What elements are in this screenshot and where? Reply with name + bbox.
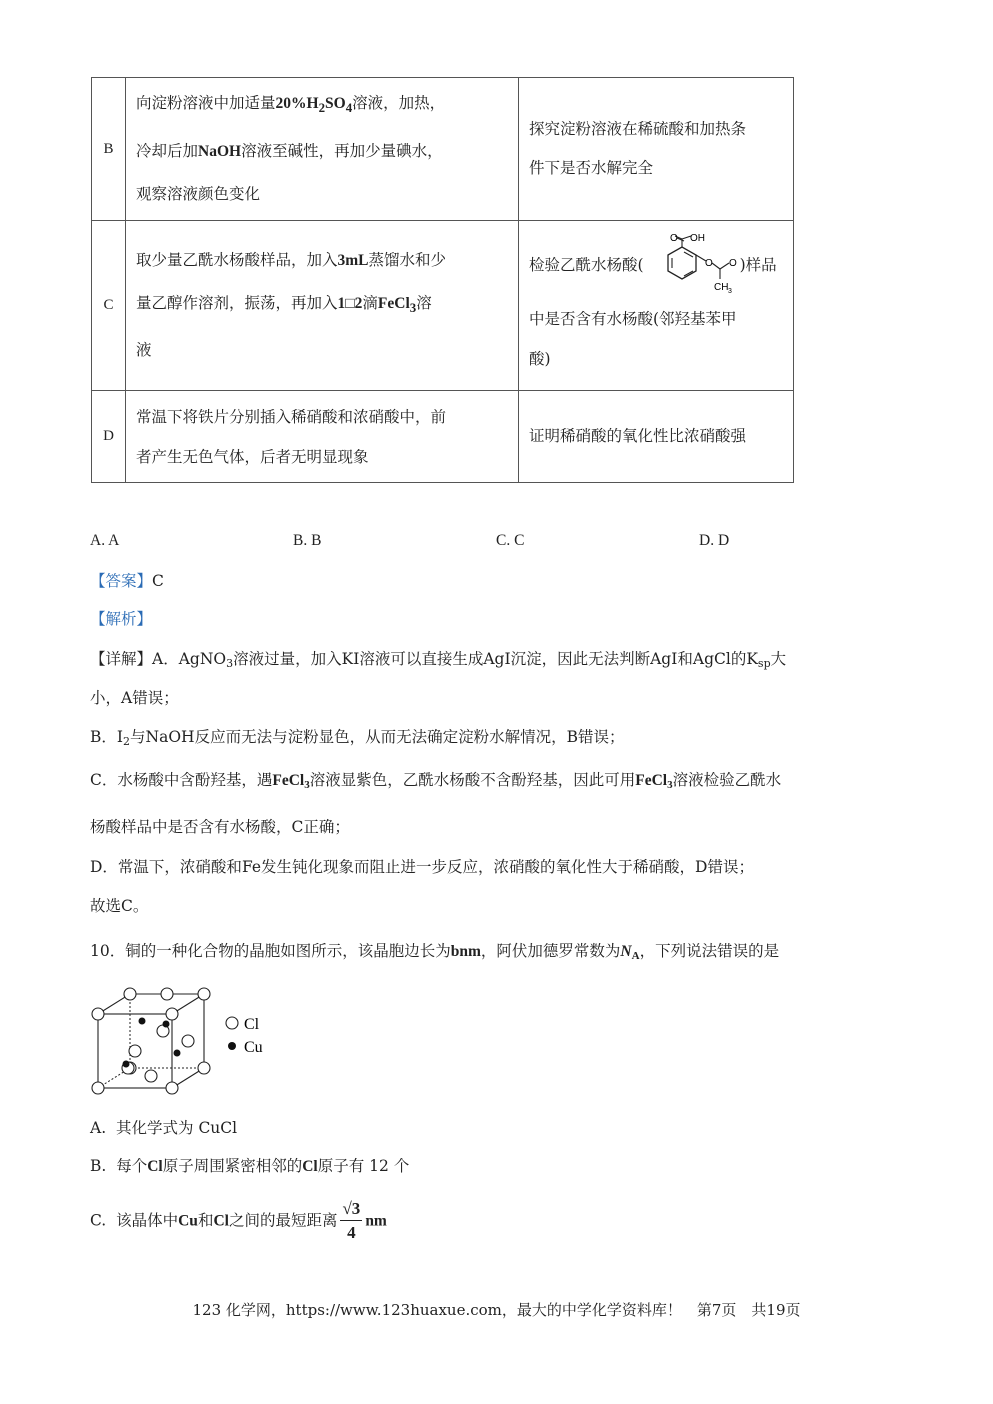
experiment-table	[91, 77, 794, 483]
svg-text:3: 3	[727, 287, 732, 295]
q10-choice-b: B. 每个Cl原子周围紧密相邻的Cl原子有 12 个	[90, 1157, 410, 1175]
crystal-cell-diagram	[88, 986, 288, 1098]
detail-line-1: 【详解】A．AgNO$_3$溶液过量，加入KI溶液可以直接生成AgI沉淀，因此无法判断AgI和AgCl的$K_{sp}$大	[90, 650, 787, 670]
answer-line	[90, 569, 164, 591]
answer-tag: 【答案】	[90, 572, 153, 590]
purpose-cell: 证明稀硝酸的氧化性比浓硝酸强	[519, 391, 794, 483]
acetylsalicylic-acid-structure-icon	[644, 233, 740, 299]
table-row	[92, 78, 794, 221]
table-row	[92, 221, 794, 391]
analysis-line	[90, 607, 152, 629]
purpose-cell: 探究淀粉溶液在稀硫酸和加热条 件下是否水解完全	[519, 78, 794, 221]
row-label: B	[92, 78, 126, 221]
operation-cell: 取少量乙酰水杨酸样品，加入3mL蒸馏水和少 量乙醇作溶剂，振荡，再加入1□2滴FeCl$_3$溶 液	[126, 221, 519, 391]
operation-cell: 常温下将铁片分别插入稀硝酸和浓硝酸中，前 者产生无色气体，后者无明显现象	[126, 391, 519, 483]
operation-cell: 向淀粉溶液中加适量$20\%H_2SO_4$溶液，加热， 冷却后加NaOH溶液至碱性，再加少量碘水， 观察溶液颜色变化	[126, 78, 519, 221]
row-label: C	[92, 221, 126, 391]
detail-line-2: 小，A错误；	[90, 689, 179, 707]
option-c: C. C	[496, 532, 525, 549]
svg-text:O: O	[669, 232, 678, 244]
option-d: D. D	[699, 532, 730, 549]
option-a: A. A	[90, 532, 120, 549]
q10-choice-c: C. 该晶体中Cu和Cl之间的最短距离 $\frac{√3}{4}$ nm	[90, 1198, 387, 1245]
svg-text:CH: CH	[713, 281, 729, 293]
answer-value: C	[152, 572, 164, 590]
option-b: B. B	[293, 532, 322, 549]
sqrt3-over-4-fraction: $\frac{√3}{4}$	[342, 1199, 361, 1242]
table-row	[92, 391, 794, 483]
svg-text:O: O	[728, 257, 737, 269]
legend-cu-symbol	[228, 1042, 236, 1050]
row-label: D	[92, 391, 126, 483]
page-footer: 123 化学网，https://www.123huaxue.com，最大的中学化学资料库！ 第7页 共19页	[192, 1301, 801, 1319]
detail-line-7: 故选C。	[90, 897, 149, 915]
svg-text:O: O	[704, 257, 713, 269]
analysis-tag: 【解析】	[90, 610, 153, 628]
svg-text:OH: OH	[689, 232, 705, 244]
detail-line-5: 杨酸样品中是否含有水杨酸，C正确；	[90, 818, 350, 836]
legend-cu-label: Cu	[244, 1039, 263, 1056]
detail-line-4: C．水杨酸中含酚羟基，遇FeCl$_3$溶液显紫色，乙酰水杨酸不含酚羟基，因此可用FeCl$_3$溶液检验乙酰水	[90, 771, 782, 791]
q10-choice-a: A. 其化学式为 CuCl	[90, 1119, 238, 1137]
detail-line-3: B．$I_2$与NaOH反应而无法与淀粉显色，从而无法确定淀粉水解情况，B错误；	[90, 728, 625, 748]
purpose-cell: 检验乙酰水杨酸( O OH O O CH 3 )样品 中是否含有水杨酸(邻羟基苯甲 酸)	[519, 221, 794, 391]
detail-line-6: D．常温下，浓硝酸和Fe发生钝化现象而阻止进一步反应，浓硝酸的氧化性大于稀硝酸，D错误；	[90, 858, 754, 876]
legend-cl-label: Cl	[244, 1016, 260, 1033]
question-10-stem: 10．铜的一种化合物的晶胞如图所示，该晶胞边长为bnm，阿伏加德罗常数为$N_A$，下列说法错误的是	[90, 942, 780, 962]
legend-cl-symbol	[226, 1017, 238, 1029]
